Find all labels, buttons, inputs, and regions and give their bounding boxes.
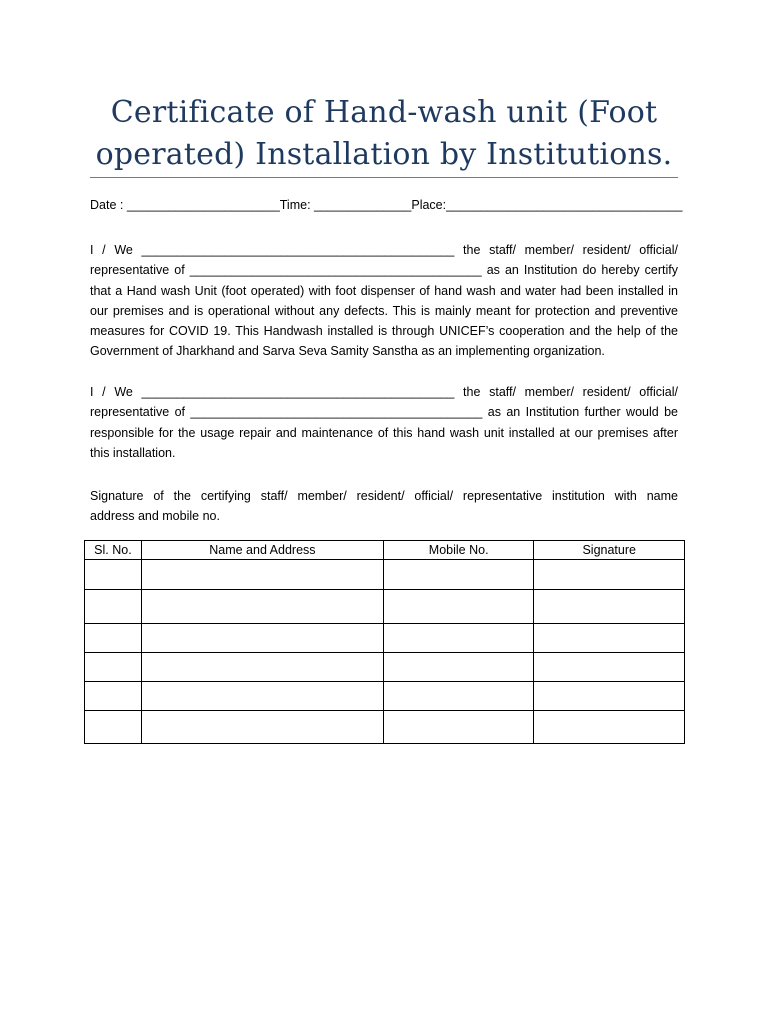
document-title [90, 92, 678, 176]
title-divider [90, 177, 678, 178]
paragraph-line: measures for COVID 19. This Handwash installed is through UNICEF’s cooperation and the help of the [90, 324, 678, 339]
paragraph-line: that a Hand wash Unit (foot operated) with foot dispenser of hand wash and water had been installed in [90, 283, 678, 298]
paragraph-line: address and mobile no. [90, 509, 220, 524]
table-header-row [85, 541, 685, 560]
table-cell[interactable] [534, 653, 685, 682]
table-cell[interactable] [85, 682, 142, 711]
table-cell[interactable] [383, 624, 533, 653]
header-name-address: Name and Address [141, 541, 383, 560]
table-cell[interactable] [141, 624, 383, 653]
table-row [85, 560, 685, 590]
table-cell[interactable] [141, 653, 383, 682]
paragraph-line: I / We _____________________________________________ the staff/ member/ resident/ official/ [90, 243, 678, 257]
table-cell[interactable] [534, 560, 685, 590]
table-cell[interactable] [85, 653, 142, 682]
table-cell[interactable] [383, 682, 533, 711]
certification-paragraph [90, 240, 678, 362]
table-cell[interactable] [534, 682, 685, 711]
header-mobile: Mobile No. [383, 541, 533, 560]
table-cell[interactable] [383, 590, 533, 624]
table-row [85, 682, 685, 711]
paragraph-line: this installation. [90, 445, 176, 460]
paragraph-line: our premises and is operational without any defects. This is mainly meant for protection and preventive [90, 303, 678, 318]
table-cell[interactable] [534, 590, 685, 624]
table-cell[interactable] [383, 653, 533, 682]
signature-table [84, 540, 685, 744]
title-line-1: Certificate of Hand-wash unit (Foot [110, 95, 658, 130]
paragraph-line: I / We _____________________________________________ the staff/ member/ resident/ official/ [90, 385, 678, 399]
table-cell[interactable] [141, 711, 383, 744]
table-cell[interactable] [534, 624, 685, 653]
table-cell[interactable] [85, 590, 142, 624]
paragraph-line: responsible for the usage repair and maintenance of this hand wash unit installed at our premises after [90, 425, 678, 440]
table-row [85, 653, 685, 682]
header-signature: Signature [534, 541, 685, 560]
table-cell[interactable] [85, 711, 142, 744]
table-cell[interactable] [141, 560, 383, 590]
table-row [85, 624, 685, 653]
table-cell[interactable] [383, 711, 533, 744]
table-cell[interactable] [383, 560, 533, 590]
paragraph-line: Signature of the certifying staff/ member/ resident/ official/ representative institution with name [90, 489, 678, 503]
paragraph-line: representative of __________________________________________ as an Institution further would be [90, 405, 678, 420]
title-line-2: operated) Installation by Institutions. [95, 137, 673, 172]
table-cell[interactable] [141, 590, 383, 624]
paragraph-line: representative of __________________________________________ as an Institution do hereby certify [90, 263, 678, 278]
table-cell[interactable] [534, 711, 685, 744]
signature-instruction [90, 486, 678, 527]
table-cell[interactable] [85, 560, 142, 590]
responsibility-paragraph [90, 382, 678, 463]
table-row [85, 590, 685, 624]
header-sl-no: Sl. No. [85, 541, 142, 560]
table-row [85, 711, 685, 744]
table-cell[interactable] [85, 624, 142, 653]
table-cell[interactable] [141, 682, 383, 711]
paragraph-line: Government of Jharkhand and Sarva Seva Samity Sanstha as an implementing organization. [90, 344, 605, 359]
date-time-place-line: Date : ______________________Time: ______________Place:__________________________________ [90, 198, 683, 212]
